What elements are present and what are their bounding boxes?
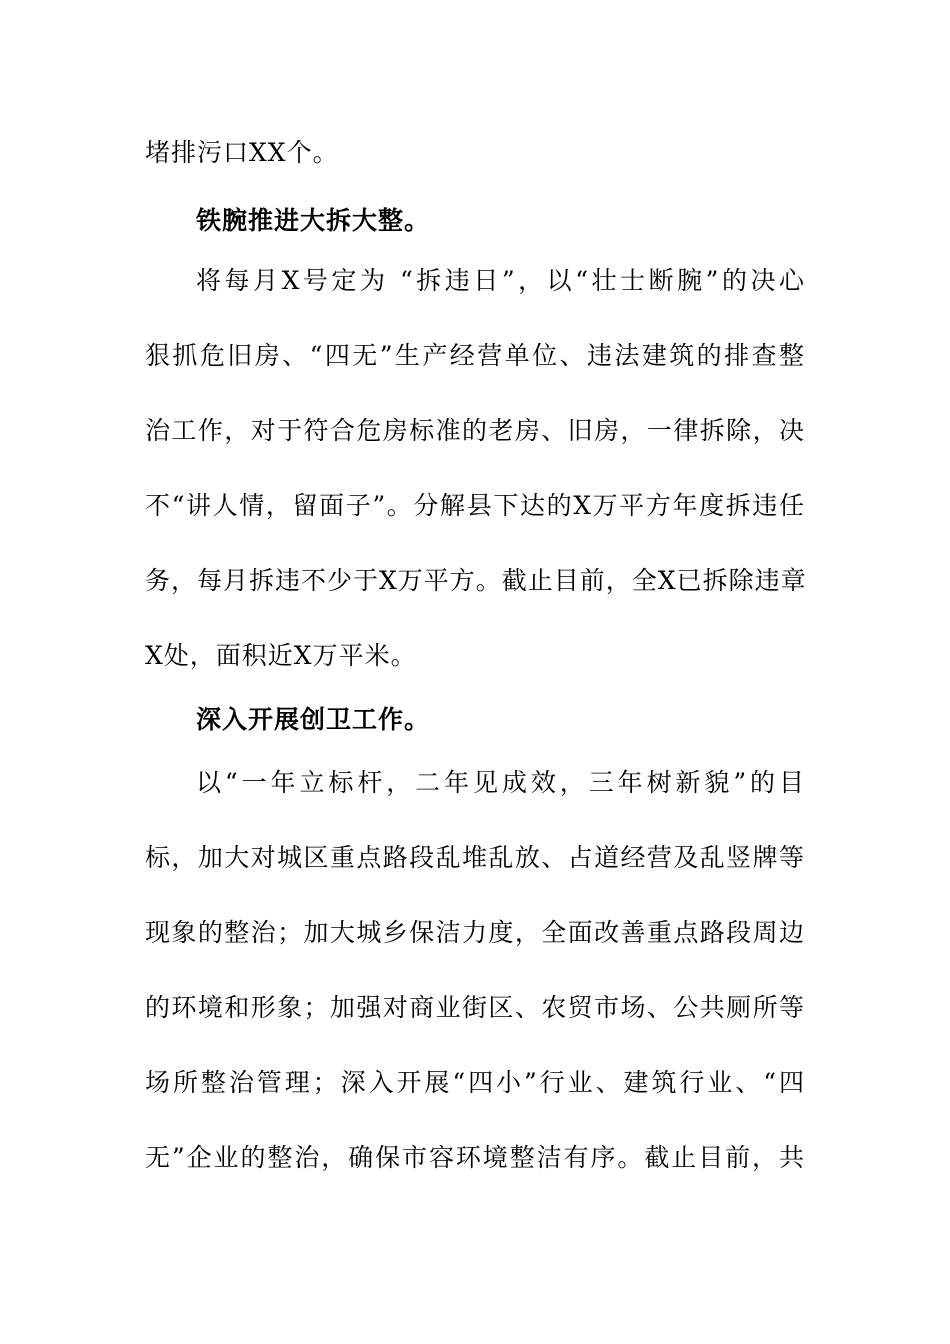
paragraph-line: 以“一年立标杆，二年见成效，三年树新貌”的目 (196, 768, 805, 797)
paragraph-line: 治工作，对于符合危房标准的老房、旧房，一律拆除，决 (145, 416, 805, 445)
paragraph-line: X处，面积近X万平米。 (145, 641, 417, 670)
paragraph-line: 标，加大对城区重点路段乱堆乱放、占道经营及乱竖牌等 (145, 843, 805, 872)
paragraph-line: 无”企业的整治，确保市容环境整洁有序。截止目前，共 (145, 1143, 805, 1172)
paragraph-line: 的环境和形象；加强对商业街区、农贸市场、公共厕所等 (145, 993, 805, 1022)
paragraph-line: 不“讲人情，留面子”。分解县下达的X万平方年度拆违任 (145, 491, 805, 520)
section-heading-demolition: 铁腕推进大拆大整。 (196, 206, 431, 235)
paragraph-line: 堵排污口XX个。 (145, 138, 339, 167)
paragraph-line: 场所整治管理；深入开展“四小”行业、建筑行业、“四 (145, 1068, 805, 1097)
paragraph-line: 现象的整治；加大城乡保洁力度，全面改善重点路段周边 (145, 918, 805, 947)
section-heading-sanitation: 深入开展创卫工作。 (196, 705, 431, 734)
paragraph-line: 狠抓危旧房、“四无”生产经营单位、违法建筑的排查整 (145, 341, 805, 370)
paragraph-line: 务，每月拆违不少于X万平方。截止目前，全X已拆除违章 (145, 566, 807, 595)
paragraph-line: 将每月X号定为 “拆违日”，以“壮士断腕”的决心 (196, 266, 805, 295)
